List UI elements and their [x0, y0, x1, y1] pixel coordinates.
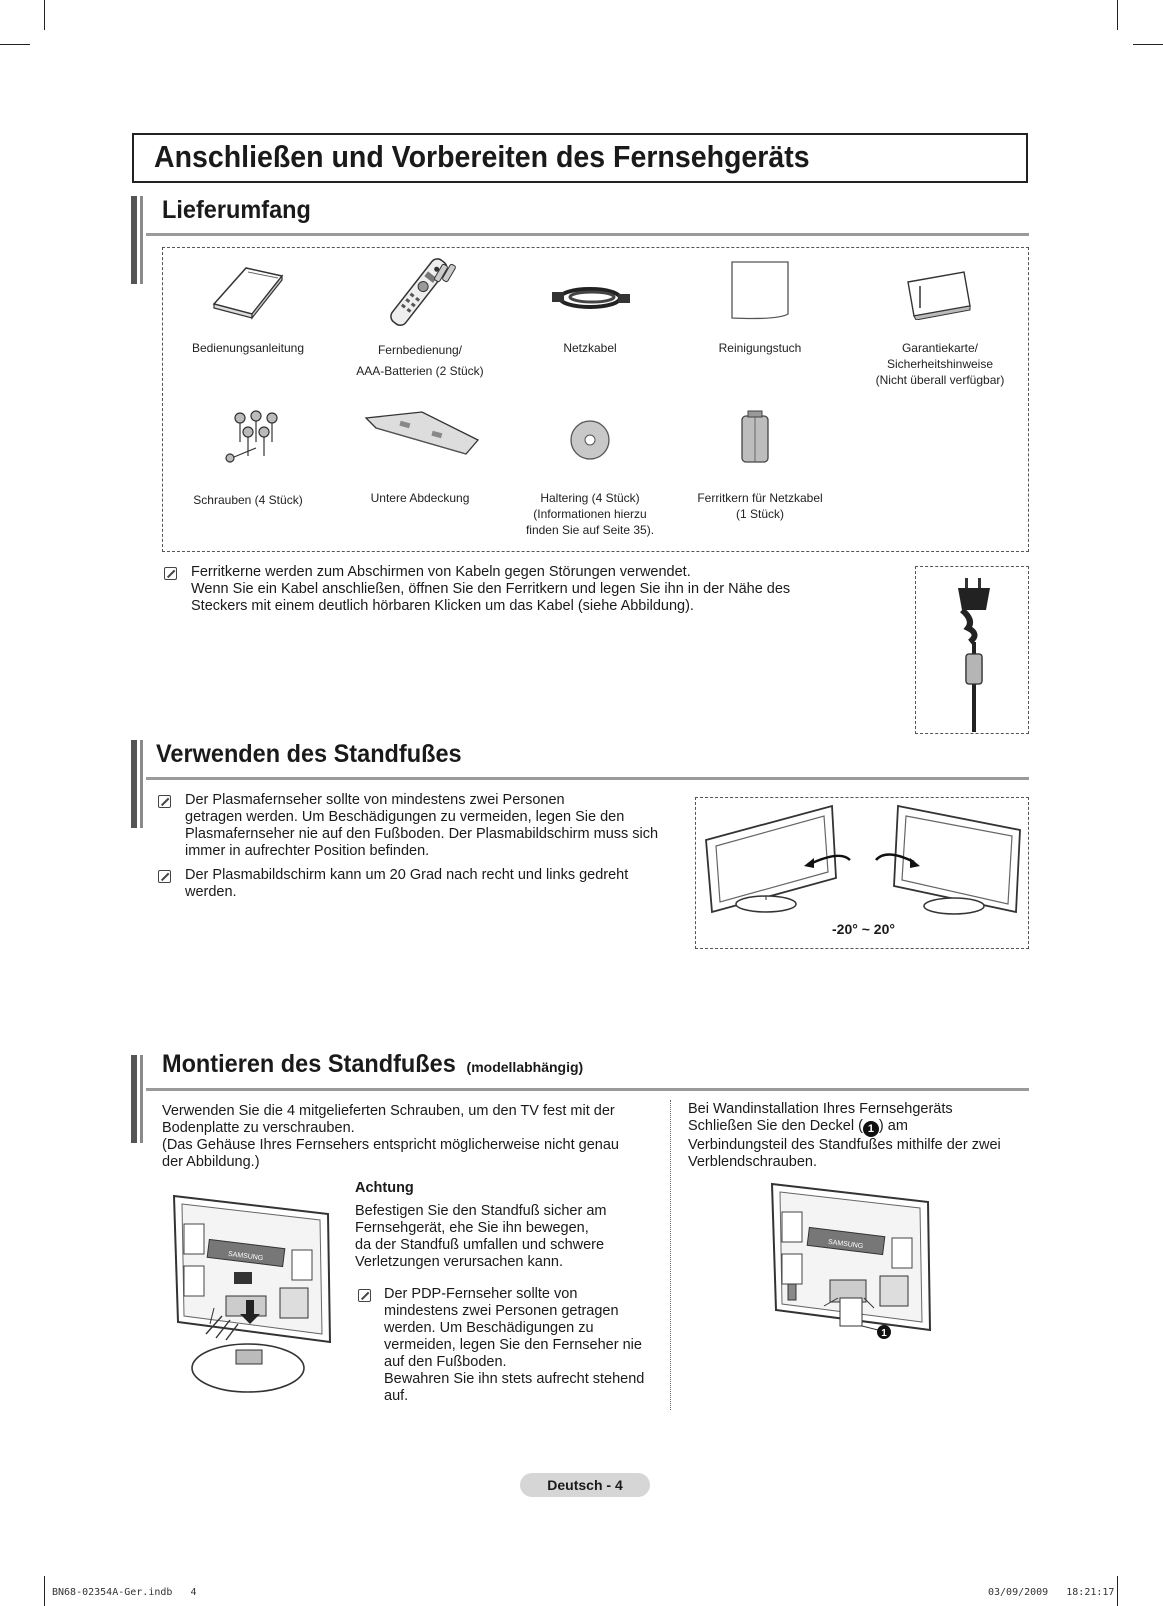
section-title-standfuss-verwenden: Verwenden des Standfußes — [156, 740, 462, 768]
screws-icon — [222, 410, 290, 468]
component-label: Untere Abdeckung — [370, 491, 470, 505]
power-cable-icon — [550, 278, 632, 318]
caution-line: Fernsehgerät, ehe Sie ihn bewegen, — [355, 1220, 589, 1236]
section-title-standfuss-montieren-wrap — [162, 1050, 583, 1079]
tv-back-stand-illustration — [170, 1192, 335, 1402]
note-icon — [164, 567, 177, 580]
ferrite-note-line: Steckers mit einem deutlich hörbaren Klicken um das Kabel (siehe Abbildung). — [191, 598, 694, 614]
crop-mark — [44, 0, 45, 30]
stand-note-line: Der Plasmafernseher sollte von mindestens zwei Personen — [185, 792, 565, 808]
crop-mark — [1133, 44, 1163, 45]
page-number: Deutsch - 4 — [520, 1473, 650, 1497]
stand-note-line: immer in aufrechter Position befinden. — [185, 843, 430, 859]
wall-install-line: Verblendschrauben. — [688, 1154, 817, 1170]
ferrite-core-icon — [738, 410, 772, 466]
component-label: Schrauben (4 Stück) — [193, 493, 303, 507]
mount-intro-line: Verwenden Sie die 4 mitgelieferten Schrauben, um den TV fest mit der — [162, 1103, 615, 1119]
mount-intro — [162, 1103, 662, 1171]
caution-note-line: werden. Um Beschädigungen zu — [384, 1320, 594, 1336]
note-icon — [158, 795, 171, 808]
callout-number: 1 — [881, 1328, 887, 1339]
holder-ring-icon — [568, 418, 612, 462]
caution-note-line: vermeiden, legen Sie den Fernseher nie — [384, 1337, 642, 1353]
warranty-card-icon — [906, 270, 976, 320]
tv-rotation-illustration — [700, 800, 1026, 918]
wall-install-line: Verbindungsteil des Standfußes mithilfe der zwei — [688, 1137, 1001, 1153]
component-label: Haltering (4 Stück) (Informationen hierzu finden Sie auf Seite 35). — [525, 491, 655, 537]
column-divider — [670, 1100, 671, 1410]
section-rule — [146, 1088, 1029, 1091]
callout-number-inline: 1 — [863, 1121, 879, 1137]
caution-note-line: auf. — [384, 1388, 409, 1404]
crop-mark — [1117, 0, 1118, 30]
stand-note-line: werden. — [185, 884, 237, 900]
component-label: Reinigungstuch — [718, 341, 802, 355]
rotation-range-label: -20° ~ 20° — [832, 921, 895, 937]
footer-timestamp: 03/09/2009 18:21:17 — [988, 1587, 1115, 1598]
wall-install-line — [688, 1118, 1028, 1137]
section-rule — [146, 777, 1029, 780]
caution-title: Achtung — [355, 1180, 414, 1196]
ferrite-note-line: Ferritkerne werden zum Abschirmen von Kabeln gegen Störungen verwendet. — [191, 564, 691, 580]
ferrite-note-line: Wenn Sie ein Kabel anschließen, öffnen Sie den Ferritkern und legen Sie ihn in der Nähe des — [191, 581, 791, 597]
section-marker — [131, 196, 147, 284]
note-icon — [358, 1289, 371, 1302]
section-marker — [131, 1055, 147, 1143]
caution-note-line: Der PDP-Fernseher sollte von — [384, 1286, 578, 1302]
wall-install-text — [688, 1101, 1028, 1171]
section-rule — [146, 233, 1029, 236]
mount-intro-line: Bodenplatte zu verschrauben. — [162, 1120, 355, 1136]
crop-mark — [44, 1576, 45, 1606]
manual-icon — [208, 262, 288, 322]
stand-note-rotation — [185, 867, 685, 901]
caution-line: Verletzungen verursachen kann. — [355, 1254, 563, 1270]
caution-note — [384, 1286, 664, 1405]
component-label: Ferritkern für Netzkabel (1 Stück) — [697, 491, 823, 521]
crop-mark — [1117, 1576, 1118, 1606]
caution-note-line: Bewahren Sie ihn stets aufrecht stehend — [384, 1371, 645, 1387]
caution-line: da der Standfuß umfallen und schwere — [355, 1237, 605, 1253]
component-label: Fernbedienung/ AAA-Batterien (2 Stück) — [356, 343, 484, 378]
tv-back-wall-illustration — [768, 1180, 938, 1345]
stand-note-line: getragen werden. Um Beschädigungen zu vermeiden, legen Sie den — [185, 809, 625, 825]
caution-line: Befestigen Sie den Standfuß sicher am — [355, 1203, 607, 1219]
page-title: Anschließen und Vorbereiten des Fernsehgeräts — [154, 139, 810, 174]
component-label: Bedienungsanleitung — [191, 341, 305, 355]
brand-text: SAMSUNG — [227, 1250, 264, 1263]
wall-install-line: Bei Wandinstallation Ihres Fernsehgeräts — [688, 1101, 953, 1117]
stand-note-line: Plasmafernseher nie auf den Fußboden. Der Plasmabildschirm muss sich — [185, 826, 659, 842]
cleaning-cloth-icon — [728, 258, 792, 322]
note-icon — [158, 870, 171, 883]
caution-note-line: mindestens zwei Personen getragen — [384, 1303, 619, 1319]
caution-text — [355, 1203, 655, 1271]
mount-intro-line: der Abbildung.) — [162, 1154, 260, 1170]
wall-install-line-end: ) am — [878, 1118, 908, 1134]
stand-note-carry — [185, 792, 685, 860]
component-label: Garantiekarte/ Sicherheitshinweise (Nicht überall verfügbar) — [875, 341, 1005, 387]
component-label: Netzkabel — [563, 341, 617, 355]
section-title-lieferumfang: Lieferumfang — [162, 196, 311, 224]
section-marker — [131, 740, 147, 828]
remote-control-icon — [380, 258, 460, 328]
bottom-cover-icon — [362, 410, 482, 460]
section-title-standfuss-montieren: Montieren des Standfußes — [162, 1050, 456, 1078]
plug-with-ferrite-icon — [950, 576, 1000, 732]
brand-text: SAMSUNG — [827, 1238, 864, 1251]
crop-mark — [0, 44, 30, 45]
stand-note-line: Der Plasmabildschirm kann um 20 Grad nach recht und links gedreht — [185, 867, 629, 883]
section-title-suffix: (modellabhängig) — [466, 1059, 584, 1075]
mount-intro-line: (Das Gehäuse Ihres Fernsehers entspricht möglicherweise nicht genau — [162, 1137, 619, 1153]
ferrite-note — [191, 564, 871, 615]
caution-note-line: auf den Fußboden. — [384, 1354, 507, 1370]
footer-file: BN68-02354A-Ger.indb 4 — [52, 1587, 197, 1598]
wall-install-line-start: Schließen Sie den Deckel ( — [688, 1118, 863, 1134]
